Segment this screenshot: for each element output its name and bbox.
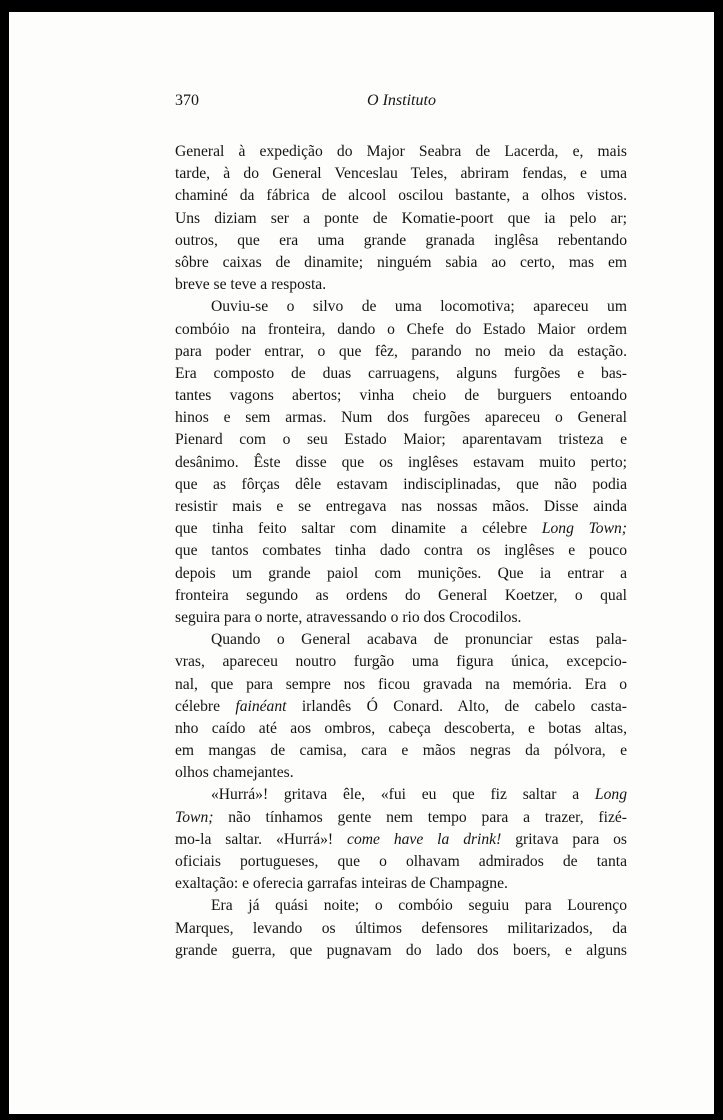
text-line: sôbre caixas de dinamite; ninguém sabia ao certo, mas em [175,253,627,271]
text-line: célebre fainéant irlandês Ó Conard. Alto, de cabelo casta- [175,697,627,715]
running-title: O Instituto [367,92,436,109]
text-line: Uns diziam ser a ponte de Komatie-poort que ia pelo ar; [175,209,627,227]
text-line: Era já quási noite; o combóio seguiu para Lourenço [211,897,627,915]
text-line: para poder entrar, o que fêz, parando no meio da estação. [175,342,627,360]
text-line: tarde, à do General Venceslau Teles, abriram fendas, e uma [175,165,627,183]
text-line: vras, apareceu noutro furgão uma figura única, excepcio- [175,653,627,671]
text-line: exaltação: e oferecia garrafas inteiras de Champagne. [175,875,508,893]
text-line: Quando o General acabava de pronunciar estas pala- [211,631,627,649]
text-line: Marques, levando os últimos defensores militarizados, da [175,919,627,937]
text-line: nal, que para sempre nos ficou gravada na memória. Era o [175,675,627,693]
text-line: grande guerra, que pugnavam do lado dos boers, e alguns [175,941,627,959]
text-line: tantes vagons abertos; vinha cheio de burguers entoando [175,387,627,405]
text-line: breve se teve a resposta. [175,276,327,294]
text-line: Town; não tínhamos gente nem tempo para a trazer, fizé- [175,808,627,826]
text-line: em mangas de camisa, cara e mãos negras da pólvora, e [175,742,627,760]
page-header [175,92,628,114]
text-line: Ouviu-se o silvo de uma locomotiva; apareceu um [211,298,627,316]
text-line: que tinha feito saltar com dinamite a célebre Long Town; [175,520,627,538]
text-line: desânimo. Êste disse que os inglêses estavam muito perto; [175,453,627,471]
text-line: seguira para o norte, atravessando o rio dos Crocodilos. [175,608,522,626]
text-line: chaminé da fábrica de alcool oscilou bastante, a olhos vistos. [175,187,627,205]
text-line: mo-la saltar. «Hurrá»! come have la drink! gritava para os [175,830,627,848]
text-line: Era composto de duas carruagens, alguns furgões e bas- [175,364,627,382]
text-line: Pienard com o seu Estado Maior; aparentavam tristeza e [175,431,627,449]
text-line: depois um grande paiol com munições. Que ia entrar a [175,564,627,582]
text-line: hinos e sem armas. Num dos furgões apareceu o General [175,409,627,427]
text-line: que tantos combates tinha dado contra os inglêses e pouco [175,542,627,560]
text-line: outros, que era uma grande granada inglêsa rebentando [175,231,627,249]
body-text [175,141,627,962]
text-line: «Hurrá»! gritava êle, «fui eu que fiz saltar a Long [211,786,627,804]
text-line: combóio na fronteira, dando o Chefe do Estado Maior ordem [175,320,627,338]
text-line: olhos chamejantes. [175,764,294,782]
text-line: resistir mais e se entregava nas nossas mãos. Disse ainda [175,498,627,515]
text-line: nho caído até aos ombros, cabeça descoberta, e botas altas, [175,719,627,737]
page-number: 370 [175,92,199,109]
text-line: fronteira segundo as ordens do General Koetzer, o qual [175,586,627,604]
text-line: General à expedição do Major Seabra de Lacerda, e, mais [175,143,627,160]
text-line: que as fôrças dêle estavam indisciplinadas, que não podia [175,475,627,493]
text-line: oficiais portugueses, que o olhavam admirados de tanta [175,853,627,870]
